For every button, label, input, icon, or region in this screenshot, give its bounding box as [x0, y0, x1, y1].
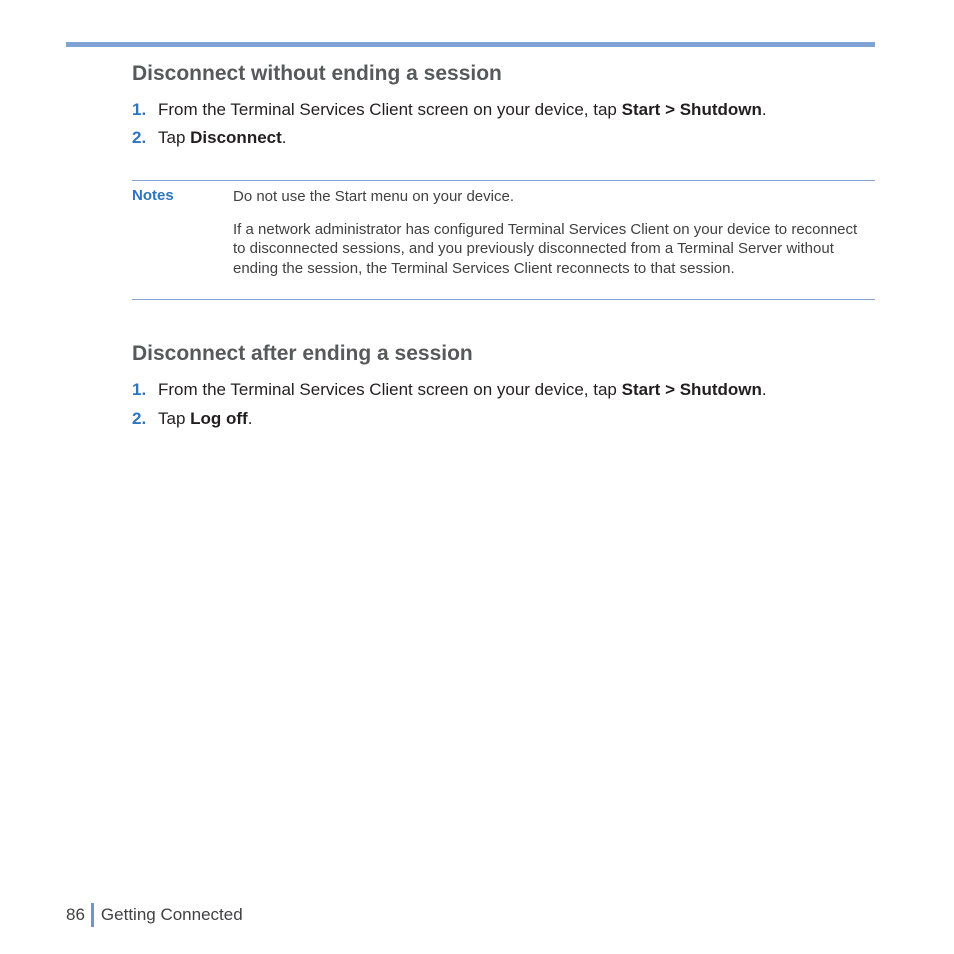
page-footer: [66, 903, 243, 927]
step-number: 2.: [132, 128, 147, 147]
notes-body: [233, 187, 863, 278]
step-bold-text: Start > Shutdown: [621, 100, 762, 119]
notes-paragraph: Do not use the Start menu on your device.: [233, 188, 514, 205]
section-disconnect-without-ending: [132, 61, 875, 148]
chapter-title: Getting Connected: [100, 905, 243, 924]
notes-paragraph: If a network administrator has configured Terminal Services Client on your device to reconnect to disconnected sessions, and you previously disconnected from a Terminal Server without ending the session, the Terminal Services Client reconnects to that session.: [233, 220, 858, 277]
step-text: From the Terminal Services Client screen on your device, tap: [158, 380, 622, 399]
steps-list: [132, 380, 875, 429]
steps-list: [132, 100, 875, 148]
step-punct: .: [761, 100, 767, 119]
section-heading: Disconnect after ending a session: [132, 342, 473, 365]
step-item: [132, 409, 875, 429]
notes-box: [132, 180, 875, 300]
notes-label: Notes: [132, 187, 174, 204]
page-number: 86: [66, 905, 85, 924]
step-text: Tap: [158, 409, 191, 428]
step-item: [132, 128, 875, 148]
step-punct: .: [281, 128, 287, 147]
top-rule: [66, 42, 875, 47]
step-bold-text: Log off: [190, 409, 248, 428]
step-number: 1.: [132, 100, 147, 119]
section-heading: Disconnect without ending a session: [132, 62, 502, 85]
step-item: [132, 100, 875, 120]
step-punct: .: [761, 380, 767, 399]
step-bold-text: Start > Shutdown: [621, 380, 762, 399]
step-number: 1.: [132, 380, 147, 399]
step-punct: .: [247, 409, 253, 428]
footer-divider: [91, 903, 94, 927]
step-bold-text: Disconnect: [190, 128, 282, 147]
step-text: From the Terminal Services Client screen on your device, tap: [158, 100, 622, 119]
step-item: [132, 380, 875, 400]
step-number: 2.: [132, 409, 147, 428]
step-text: Tap: [158, 128, 191, 147]
section-disconnect-after-ending: [132, 341, 875, 429]
